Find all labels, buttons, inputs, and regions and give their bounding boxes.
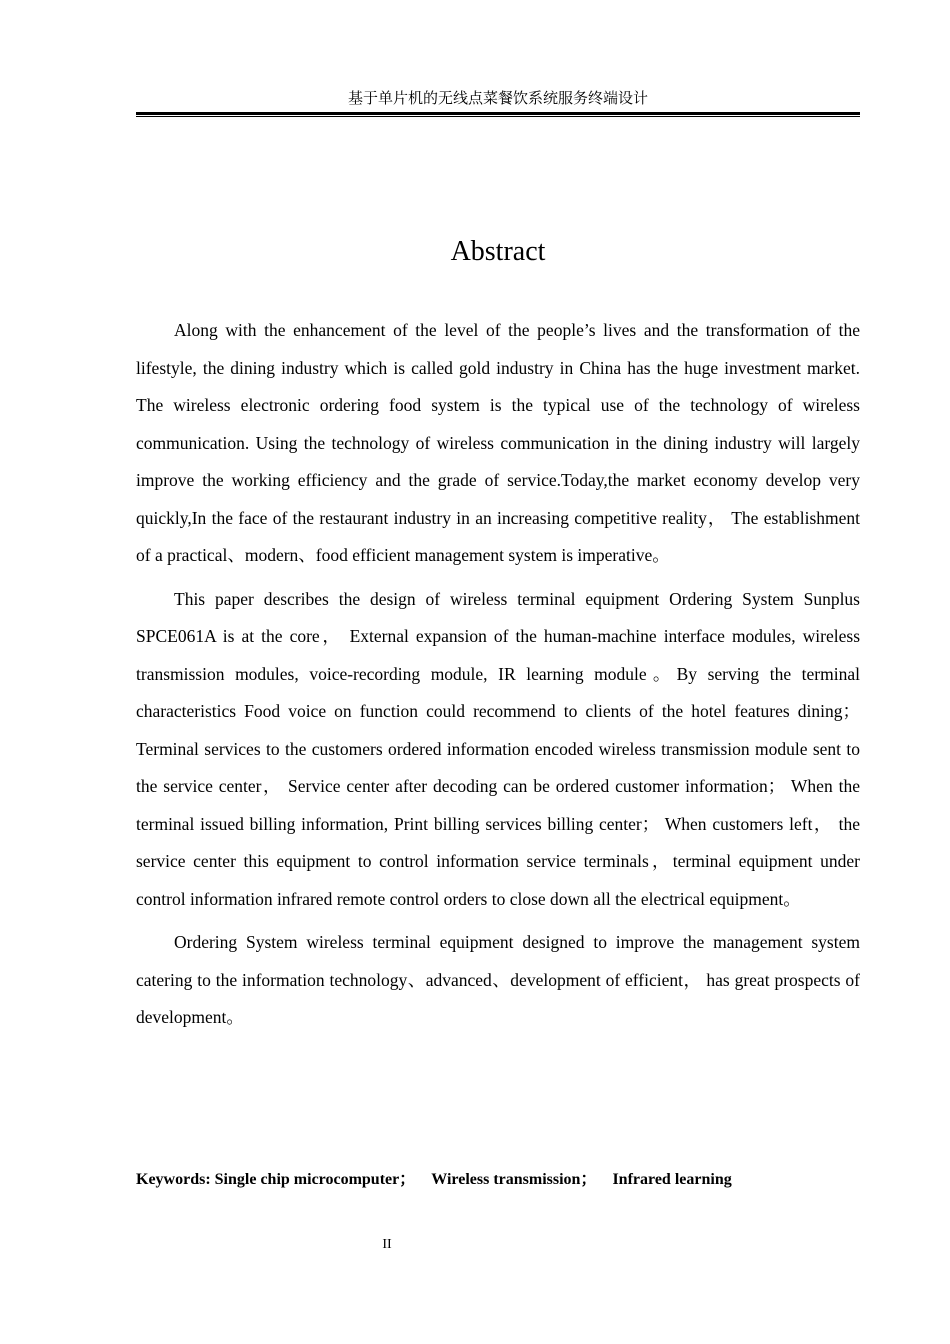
abstract-paragraph-1: Along with the enhancement of the level of the people’s lives and the transformation of the lifestyle, the dining industry which is called gold industry in China has the huge investment market. The wireless electronic ordering food system is the typical use of the technology of wireless communication. Using the technology of wireless communication in the dining industry will largely improve the working efficiency and the grade of service.Today,the market economy develop very quickly,In the face of the restaurant industry in an increasing competitive reality， The establishment of a practical、modern、food efficient management system is imperative。	[136, 320, 860, 565]
page-header-title: 基于单片机的无线点菜餐饮系统服务终端设计	[347, 89, 648, 107]
abstract-body	[136, 312, 860, 1043]
abstract-title: Abstract	[450, 236, 546, 267]
keyword-item: Single chip microcomputer；	[214, 1171, 416, 1188]
keyword-item: Infrared learning	[612, 1171, 732, 1188]
header-rule-thin	[136, 116, 860, 117]
page-number: II	[382, 1237, 392, 1252]
abstract-paragraph-2: This paper describes the design of wireless terminal equipment Ordering System Sunplus SPCE061A is at the core， External expansion of the human-machine interface modules, wireless transmission modules, voice-recording module, IR learning module。By serving the terminal characteristics Food voice on function could recommend to clients of the hotel features dining； Terminal services to the customers ordered information encoded wireless transmission module sent to the service center， Service center after decoding can be ordered customer information； When the terminal issued billing information, Print billing services billing center； When customers left， the service center this equipment to control information service terminals，terminal equipment under control information infrared remote control orders to close down all the electrical equipment。	[136, 588, 860, 909]
abstract-paragraph-3: Ordering System wireless terminal equipment designed to improve the management system catering to the information technology、advanced、development of efficient， has great prospects of development。	[136, 932, 860, 1027]
header-rule-thick	[136, 112, 860, 115]
keywords-label: Keywords:	[136, 1171, 211, 1188]
keyword-item: Wireless transmission；	[431, 1171, 597, 1188]
keywords-line	[136, 1169, 860, 1191]
